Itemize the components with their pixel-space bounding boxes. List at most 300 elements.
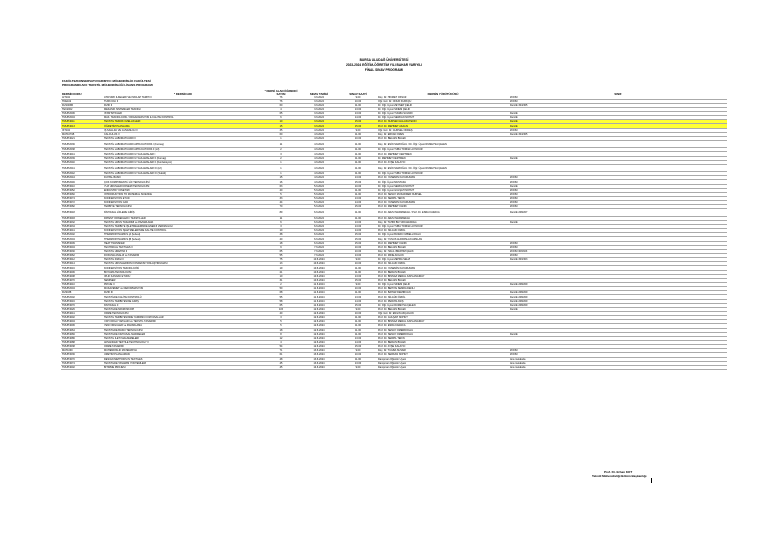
cell-count: 2 xyxy=(263,156,299,160)
cell-name: TEKSTİL ÜRÜNLERİNİN KONFEKSİYONLAŞTIRILMASI xyxy=(103,262,263,266)
cell-time: 13.00 xyxy=(339,225,377,229)
cell-time: 9.00 xyxy=(339,283,377,287)
cell-time: 11.00 xyxy=(339,192,377,196)
cell-name: KONFEKSİYON CAD xyxy=(103,201,263,205)
cell-name: TEKSTİL ÜRETİMİ II xyxy=(103,249,263,253)
cell-date: 6.6.2024 xyxy=(299,241,339,245)
cell-count: 15 xyxy=(263,124,299,128)
cell-lecturer: Dr. Öğr. Üyesi TUĞBA SÜVARİ xyxy=(377,112,509,116)
cell-time: 9.00 xyxy=(339,307,377,311)
cell-date: 4.6.2024 xyxy=(299,160,339,164)
cell-count: 33 xyxy=(263,197,299,201)
cell-code: TMUH2044 xyxy=(61,176,103,180)
cell-time: 13.00 xyxy=(339,361,377,365)
table-row xyxy=(61,365,727,369)
cell-name: TEKSTİL LABORATUVARI APPLICATIONS I (Kumaş) xyxy=(103,141,263,148)
cell-date: 10.6.2024 xyxy=(299,258,339,262)
cell-name: ÇOK KOMPONENTLİ LİF TEKNOLOJİSİ xyxy=(103,180,263,184)
cell-code: TEK2002 xyxy=(61,107,103,111)
cell-lecturer: Prof. Dr. BELGİN BÜLEK xyxy=(377,278,509,282)
cell-lecturer: Danışman Öğretim Üyesi xyxy=(377,361,509,365)
cell-count: 70 xyxy=(263,205,299,209)
cell-date: 3.6.2024 xyxy=(299,96,339,100)
cell-lecturer: Dr. Öğr. Üyesi ZEHRA SELVİ xyxy=(377,258,509,262)
col-header-date: SINAV TARİHİ xyxy=(309,91,329,96)
cell-lecturer: Dr. Öğr. Üyesi SERKAN NOHUT xyxy=(377,184,509,188)
cell-date: 7.6.2024 xyxy=(299,249,339,253)
cell-code: TMUH2036 xyxy=(61,141,103,148)
cell-time: 10.00 xyxy=(339,312,377,316)
cell-date: 5.6.2024 xyxy=(299,205,339,209)
cell-lecturer: Prof. Dr. ARZU MARMARALI xyxy=(377,216,509,220)
cell-lecturer: Dr. Öğr. Üyesi SERKAN NOHUT xyxy=(377,116,509,120)
cell-lecturer: Dr. MEHMET KERTMEN xyxy=(377,156,509,160)
cell-name: ATATÜRK İLKELERİ VE İNKILAP TARİHİ II xyxy=(103,96,263,100)
cell-name: TEKSTİL LABORATUVARI APPLICATIONS II (Lif) xyxy=(103,148,263,152)
cell-name: TEKSTİLDE MİKROSKOPİ xyxy=(103,307,263,311)
cell-name: MAK. TEKNOLOJİSİ / ORGANİZASYON & KALİTE KONTROL xyxy=(103,116,263,120)
cell-room: Derslik xyxy=(509,112,727,116)
cell-code: AIT102 xyxy=(61,96,103,100)
cell-name: TEKSTİL LABORATUVARI UYGULAMALARI III (Lif) xyxy=(103,164,263,171)
cell-time: 9.00 xyxy=(339,128,377,132)
cell-time: 11.00 xyxy=(339,320,377,324)
faculty-label: FAKÜLTE/KONSERVATUVAR/MYO: MÜHENDİSLİK FAKÜLTESİ xyxy=(62,79,151,83)
cell-room: ZOOM xyxy=(509,192,727,196)
cell-date: 4.6.2024 xyxy=(299,180,339,184)
cell-date: 7.6.2024 xyxy=(299,245,339,249)
cell-code: TMUH3062 xyxy=(61,254,103,258)
cell-time: 15.00 xyxy=(339,233,377,237)
cell-code: TMUH4088 xyxy=(61,340,103,344)
cell-name: ISTATİSTİKLER xyxy=(103,112,263,116)
cell-count: 55 xyxy=(263,295,299,299)
cell-lecturer: Prof. Dr. BAHAR DEMİRCAN xyxy=(377,291,509,295)
cell-count: 45 xyxy=(263,365,299,369)
cell-room: ZOOM xyxy=(509,188,727,192)
cell-name: TEKSTİL FİZİĞİ II xyxy=(103,258,263,262)
cell-name: TEKSTİL TERBİYE İŞLETMELERİNDE ENERJİ VERİMLİLİĞİ xyxy=(103,225,263,229)
col-header-name: * DERSİN ADI xyxy=(174,91,192,96)
cell-time: 10.00 xyxy=(339,262,377,266)
cell-room: Derslik 208/209 xyxy=(509,303,727,307)
cell-lecturer: Prof. Dr. SERKAN NOHUT xyxy=(377,353,509,357)
cell-time: 13.00 xyxy=(339,254,377,258)
cell-code: TMUH2046 xyxy=(61,180,103,184)
cell-count: 89 xyxy=(263,209,299,216)
cell-lecturer: Prof. Dr. SENAY ÖMERDOĞLU xyxy=(377,332,509,336)
cell-count: 115 xyxy=(263,307,299,311)
cell-code: TDE102 xyxy=(61,99,103,103)
cell-code: TMUH4002 xyxy=(61,365,103,369)
cell-date: 5.6.2024 xyxy=(299,197,339,201)
col-header-lecturer: DERSİN YÜRÜTÜCÜSÜ xyxy=(427,91,459,96)
cell-lecturer: Prof. Dr. GÜLŞAH NOHUT xyxy=(377,316,509,320)
cell-time: 15.00 xyxy=(339,241,377,245)
cell-lecturer: Prof. Dr. BELGİN BÜLEK xyxy=(377,245,509,249)
text-cursor xyxy=(651,478,652,483)
cell-count: 2 xyxy=(263,283,299,287)
cell-count: 8 xyxy=(263,332,299,336)
cell-name: ÖRME TASARIMI xyxy=(103,345,263,349)
cell-code: TMUH4066 xyxy=(61,332,103,336)
cell-date: 13.6.2024 xyxy=(299,353,339,357)
cell-date: 4.6.2024 xyxy=(299,128,339,132)
cell-time: 13.00 xyxy=(339,176,377,180)
cell-time: 11.00 xyxy=(339,357,377,361)
cell-time: 15.00 xyxy=(339,278,377,282)
cell-name: BOYAMA TEKNOLOJİSİ xyxy=(103,270,263,274)
cell-count: 58 xyxy=(263,299,299,303)
cell-date: 4.6.2024 xyxy=(299,176,339,180)
cell-code: TMUH2039 xyxy=(61,156,103,160)
cell-name: ÖRME TEKNOLOJİSİ xyxy=(103,312,263,316)
cell-count: 15 xyxy=(263,176,299,180)
cell-date: 7.6.2024 xyxy=(299,254,339,258)
cell-code: MAT1090 xyxy=(61,349,103,353)
cell-room: Derslik xyxy=(509,116,727,120)
cell-room: Derslik 208/209 xyxy=(509,299,727,303)
cell-time: 11.00 xyxy=(339,216,377,220)
cell-room: Derslik xyxy=(509,220,727,224)
cell-room: Derslik xyxy=(509,307,727,311)
cell-date: 3.6.2024 xyxy=(299,99,339,103)
cell-lecturer: Doç. Dr. YUNUS ALPARSLAN ARSLAN xyxy=(377,237,509,241)
cell-time: 11.00 xyxy=(339,316,377,320)
cell-lecturer: Dr. Öğr. Üyesi MUSTAFA xyxy=(377,180,509,184)
cell-lecturer: Prof. Dr. BEHİYE SEMRA DENLİ xyxy=(377,287,509,291)
cell-date: 6.6.2024 xyxy=(299,229,339,233)
cell-lecturer: Dr. Öğr. Üyesi BURAK ÖZBELLİOĞLU xyxy=(377,233,509,237)
cell-time: 11.00 xyxy=(339,328,377,332)
cell-count: 12 xyxy=(263,336,299,340)
cell-lecturer: Prof. Dr. BİNNAZ MERAL KAPLANGİRAY xyxy=(377,274,509,278)
cell-time: 9.00 xyxy=(339,349,377,353)
cell-name: THERMODYNAMICS (B Şubesi) xyxy=(103,237,263,241)
cell-room: Ana mekânda xyxy=(509,361,727,365)
cell-room: ZOOM xyxy=(509,201,727,205)
cell-lecturer: Dr. Öğr. Üyesi TUBA TORNA LAYNOUR xyxy=(377,172,509,176)
cell-room: Derslik 304/305 xyxy=(509,103,727,107)
col-header-count: * DERSİ ALAN ÖĞRENCİ SAYISI xyxy=(264,88,298,96)
cell-code: TMUH2004 xyxy=(61,116,103,120)
cell-date: 10.6.2024 xyxy=(299,270,339,274)
cell-lecturer: Dr. Öğr. Üyesi TUBA TORNA LAYNOUR xyxy=(377,148,509,152)
cell-room: ZOOM xyxy=(509,197,727,201)
exam-schedule-table xyxy=(61,89,727,370)
cell-name: ÖĞRETİM PLANLAMA xyxy=(103,124,263,128)
cell-room: Derslik 208/209 xyxy=(509,283,727,287)
cell-count: 3 xyxy=(263,316,299,320)
cell-room: Derslik 208/209 xyxy=(509,291,727,295)
cell-count: 60 xyxy=(263,103,299,107)
cell-date: 11.6.2024 xyxy=(299,283,339,287)
cell-time: 11.00 xyxy=(339,160,377,164)
cell-name: ÜRETİM PLANLAMASI xyxy=(103,353,263,357)
cell-time: 13.00 xyxy=(339,197,377,201)
cell-count: 10 xyxy=(263,229,299,233)
cell-code: TMUH4002 xyxy=(61,316,103,320)
cell-time: 11.00 xyxy=(339,188,377,192)
cell-code: TMUH4010 xyxy=(61,283,103,287)
cell-date: 13.6.2024 xyxy=(299,361,339,365)
cell-code: TMUH3016 xyxy=(61,266,103,270)
cell-lecturer: Prof. Dr. AYŞE KALAYCI xyxy=(377,345,509,349)
cell-code: TMUH3074 xyxy=(61,361,103,365)
cell-date: 4.6.2024 xyxy=(299,148,339,152)
cell-count: 76 xyxy=(263,99,299,103)
cell-date: 6.6.2024 xyxy=(299,233,339,237)
cell-room: Derslik 208/209 xyxy=(509,295,727,299)
cell-date: 12.6.2024 xyxy=(299,320,339,324)
cell-count: 1 xyxy=(263,164,299,171)
cell-code: TMUH4006 xyxy=(61,324,103,328)
signatory-title: Tekstil Mühendisliği Bölüm Başkanlığı xyxy=(592,474,647,479)
cell-date: 12.6.2024 xyxy=(299,316,339,320)
cell-time: 13.00 xyxy=(339,336,377,340)
cell-lecturer: Prof. Dr. BİNNAZ MERAL KAPLANGİRAY xyxy=(377,320,509,324)
cell-name: TERBİYE TEKNOLOJİSİ xyxy=(103,205,263,209)
cell-count: 21 xyxy=(263,270,299,274)
cell-lecturer: Prof. Dr. MEHMET KANIK xyxy=(377,205,509,209)
cell-lecturer: Dr. Öğr. Üyesi RUMEYSA ÇELEN xyxy=(377,303,509,307)
cell-date: 3.6.2024 xyxy=(299,107,339,111)
table-body xyxy=(61,96,727,370)
cell-lecturer: Dr. Öğr. Üyesi SİNEM ÇELİK xyxy=(377,283,509,287)
cell-code: TMUH3052 xyxy=(61,188,103,192)
cell-name: TECHNICAL TEXTILES II xyxy=(103,245,263,249)
cell-date: 4.6.2024 xyxy=(299,164,339,171)
cell-count: 10 xyxy=(263,274,299,278)
cell-count: 3 xyxy=(263,225,299,229)
cell-lecturer: Öğr. Gör. Dr. ONUR KÜRKÇÜ xyxy=(377,99,509,103)
signature-block xyxy=(592,470,646,479)
cell-date: 6.6.2024 xyxy=(299,225,339,229)
cell-room: Ana mekânda xyxy=(509,357,727,361)
cell-count: 48 xyxy=(263,357,299,361)
table-row xyxy=(61,164,727,171)
cell-room: Derslik xyxy=(509,156,727,160)
cell-room: ZOOM xyxy=(509,96,727,100)
cell-time: 11.00 xyxy=(339,103,377,107)
cell-date: 11.6.2024 xyxy=(299,291,339,295)
cell-count: 44 xyxy=(263,201,299,205)
cell-count: 63 xyxy=(263,184,299,188)
cell-lecturer: Prof. Dr. MİNE AKGÜN xyxy=(377,254,509,258)
schedule-title: FİNAL SINAV PROGRAMI xyxy=(364,68,404,72)
cell-date: 10.6.2024 xyxy=(299,278,339,282)
cell-time: 10.00 xyxy=(339,136,377,140)
cell-room: ZOOM xyxy=(509,176,727,180)
col-header-code: DERSİN KODU xyxy=(62,91,82,96)
cell-lecturer: Prof. Dr. SERPİL TEKİN xyxy=(377,197,509,201)
cell-lecturer: Prof. Dr. SERPİL TEKİN xyxy=(377,336,509,340)
cell-code: TMUH3093 xyxy=(61,216,103,220)
table-row xyxy=(61,141,727,148)
cell-date: 12.6.2024 xyxy=(299,332,339,336)
cell-count: 18 xyxy=(263,328,299,332)
cell-code: TMUH4041 xyxy=(61,312,103,316)
cell-count: 31 xyxy=(263,278,299,282)
cell-lecturer: Prof. Dr. BELGİN BÜLEK xyxy=(377,136,509,140)
cell-date: 10.6.2024 xyxy=(299,266,339,270)
cell-lecturer: Prof. Dr. NİLGÜN ÖZDİL xyxy=(377,229,509,233)
cell-code: TMUH3016 xyxy=(61,299,103,303)
cell-name: KONFEKSİYON TEKNOLOJİSİ xyxy=(103,266,263,270)
cell-code: TMUH3009 xyxy=(61,241,103,245)
cell-lecturer: Dr. Öğr. Üyesi ZEYNEP ÇELİK xyxy=(377,103,509,107)
cell-code: TMUH2042 xyxy=(61,172,103,176)
cell-room: ZOOM xyxy=(509,205,727,209)
cell-time: 11.00 xyxy=(339,152,377,156)
cell-count: 6 xyxy=(263,220,299,224)
cell-room: ZOOM xyxy=(509,180,727,184)
cell-name: BİTİRME PROJESİ xyxy=(103,365,263,369)
cell-time: 11.00 xyxy=(339,266,377,270)
cell-lecturer: Öğr. Gör. Dr. GÜRSEL ÖNDEŞ xyxy=(377,128,509,132)
cell-code: TMUH4064 xyxy=(61,328,103,332)
cell-count: 40 xyxy=(263,237,299,241)
cell-lecturer: Prof. Dr. SENAY MUKADDER NURSEL xyxy=(377,192,509,196)
cell-name: KİMYASAL LİFLERE GİRİŞ xyxy=(103,209,263,216)
cell-lecturer: Doç. Dr. HALİL İBRAHİM ÇELİK xyxy=(377,249,509,253)
cell-time: 13.00 xyxy=(339,107,377,111)
cell-code: TMUH2004 xyxy=(61,287,103,291)
cell-room xyxy=(509,141,727,148)
cell-room: ZOOM xyxy=(509,245,727,249)
cell-code: TMUH3038 xyxy=(61,345,103,349)
cell-name: İŞ SAĞLIĞI VE GÜVENLİĞİ II xyxy=(103,128,263,132)
cell-code: TMUH4041 xyxy=(61,152,103,156)
cell-lecturer: Doç. Dr. HİKMET ÖKSÜZ xyxy=(377,96,509,100)
cell-count: 40 xyxy=(263,188,299,192)
col-header-time: SINAV SAATİ xyxy=(349,91,367,96)
cell-time: 15.00 xyxy=(339,345,377,349)
cell-name: DOKUMA ANALİZ ve TASARIM xyxy=(103,254,263,258)
cell-code: TMUH3070 xyxy=(61,357,103,361)
cell-code: TMUH3030 xyxy=(61,249,103,253)
cell-date: 11.6.2024 xyxy=(299,303,339,307)
cell-time: 11.00 xyxy=(339,291,377,295)
cell-code: TMUH2041 xyxy=(61,164,103,171)
cell-code: TMUH2006 xyxy=(61,112,103,116)
cell-lecturer: Dr. Öğr. Üyesi TUBA TORNA LAYNOUR xyxy=(377,225,509,229)
cell-date: 5.6.2024 xyxy=(299,201,339,205)
cell-name: YÜZ ÜRÜNLER DÖNEMİ TEKNOLOJİSİ xyxy=(103,184,263,188)
cell-code: FIZ2038 xyxy=(61,291,103,295)
cell-room: ZOOM xyxy=(509,128,727,132)
cell-time: 11.00 xyxy=(339,172,377,176)
cell-count: 60 xyxy=(263,132,299,136)
cell-date: 6.6.2024 xyxy=(299,209,339,216)
cell-code: TMUH4086 xyxy=(61,336,103,340)
cell-name: TEKSTİLDE BASKI TEKNOLOJİSİ xyxy=(103,328,263,332)
cell-date: 13.6.2024 xyxy=(299,349,339,353)
cell-code: TMUH3070 xyxy=(61,303,103,307)
cell-time: 11.00 xyxy=(339,332,377,336)
cell-date: 11.6.2024 xyxy=(299,295,339,299)
cell-count: 9 xyxy=(263,245,299,249)
cell-name: TEKSTİL İLETİ MALZEMELERİ xyxy=(103,336,263,340)
cell-name: YAPI ÖRGÜ YAPILARI ve TEKSTİL TASARIMI xyxy=(103,320,263,324)
cell-code: TMUH4034 xyxy=(61,225,103,229)
cell-date: 6.6.2024 xyxy=(299,237,339,241)
cell-time: 13.00 xyxy=(339,274,377,278)
cell-count: 10 xyxy=(263,120,299,124)
cell-date: 6.6.2024 xyxy=(299,220,339,224)
cell-lecturer: Doç. Dr. TAHİR BÜYÜKKARADAĞ xyxy=(377,220,509,224)
cell-room: Derslik xyxy=(509,332,727,336)
cell-name: TEKSTİL LABORATUVARI UYGULAMALARI II (Kumaş) xyxy=(103,156,263,160)
cell-date: 12.6.2024 xyxy=(299,340,339,344)
cell-date: 11.6.2024 xyxy=(299,287,339,291)
cell-code: TMUH2002 xyxy=(61,295,103,299)
cell-name: TEKSTİL TEKNİK ÖZELLİKLERİ xyxy=(103,120,263,124)
cell-room: Derslik xyxy=(509,184,727,188)
cell-code: TMUH2040 xyxy=(61,160,103,164)
cell-code: TMUH3082 xyxy=(61,205,103,209)
cell-time: 10.00 xyxy=(339,99,377,103)
cell-date: 4.6.2024 xyxy=(299,156,339,160)
cell-time: 10.00 xyxy=(339,245,377,249)
cell-name: TEKSTİL LABORATUVARI UYGULAMALARI I xyxy=(103,152,263,156)
cell-lecturer: Doç. Dr. ERKAN ÖZEN xyxy=(377,132,509,136)
cell-count: 19 xyxy=(263,266,299,270)
cell-time: 11.00 xyxy=(339,141,377,148)
university-name: BURSA ULUDAĞ ÜNİVERSİTESİ xyxy=(359,58,409,62)
cell-date: 11.6.2024 xyxy=(299,299,339,303)
cell-date: 12.6.2024 xyxy=(299,336,339,340)
cell-name: TEKSTİL TERBİYESİNDE YARDIMCI KİMYASALLAR xyxy=(103,316,263,320)
cell-name: İNTRODUCTION TO MATERIAL SCIENCE xyxy=(103,192,263,196)
cell-time: 9.00 xyxy=(339,96,377,100)
cell-lecturer: Prof. Dr. BELGİN BÜLEK xyxy=(377,307,509,311)
cell-name: TEKSTİLDE KALİTE KONTROLÜ xyxy=(103,295,263,299)
cell-count: 18 xyxy=(263,241,299,245)
cell-count: 1 xyxy=(263,172,299,176)
cell-count: 13 xyxy=(263,262,299,266)
cell-date: 4.6.2024 xyxy=(299,132,339,136)
cell-count: 3 xyxy=(263,152,299,156)
cell-code: TMUH2004 xyxy=(61,237,103,241)
cell-count: 5 xyxy=(263,324,299,328)
cell-name: TEKSTİLDE KİMYASAL MADDELER xyxy=(103,332,263,336)
cell-count: 16 xyxy=(263,180,299,184)
cell-lecturer: Öğr. Gör. Dr. ENGİN AKÇAGÜN xyxy=(377,312,509,316)
cell-time: 15.00 xyxy=(339,120,377,124)
cell-room: ZOOM xyxy=(509,349,727,353)
cell-time: 11.00 xyxy=(339,132,377,136)
program-info xyxy=(62,79,153,87)
cell-count: 65 xyxy=(263,303,299,307)
cell-lecturer: Prof. Dr. MEHMET KERTMEN xyxy=(377,152,509,156)
cell-lecturer: Dr. Öğr. Üyesi SİNEM ÇELİK xyxy=(377,107,509,111)
cell-lecturer: Prof. Dr. MEHMET AKALIN xyxy=(377,124,509,128)
cell-count: 4 xyxy=(263,107,299,111)
cell-date: 5.6.2024 xyxy=(299,192,339,196)
cell-count: 68 xyxy=(263,291,299,295)
cell-code: TMUH3014 xyxy=(61,262,103,266)
cell-count: 61 xyxy=(263,353,299,357)
cell-time: 13.00 xyxy=(339,112,377,116)
cell-count: 75 xyxy=(263,258,299,262)
cell-time: 15.00 xyxy=(339,124,377,128)
cell-count: 76 xyxy=(263,96,299,100)
cell-time: 13.00 xyxy=(339,295,377,299)
cell-code: TMUH4006 xyxy=(61,270,103,274)
cell-room: ZOOM xyxy=(509,241,727,245)
document-header xyxy=(0,58,768,73)
